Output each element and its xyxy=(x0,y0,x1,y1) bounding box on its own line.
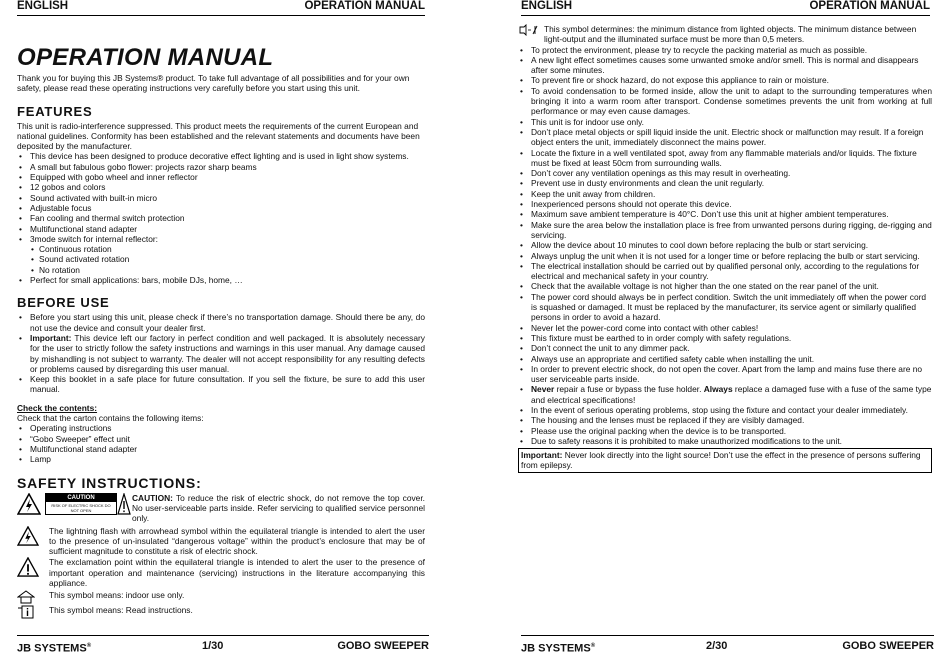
exclamation-row xyxy=(17,557,425,588)
list-item: • Make sure the area below the installation place is free from unwanted persons during rigging, de-rigging and servicing. xyxy=(531,220,932,241)
read-instructions-row xyxy=(17,605,425,619)
lightning-warning-icon xyxy=(17,493,41,517)
caution-bold: CAUTION: xyxy=(132,492,173,503)
list-item: • Don’t connect the unit to any dimmer pack. xyxy=(531,343,932,353)
features-list xyxy=(17,151,425,244)
footer-brand-text: JB SYSTEMS xyxy=(521,642,591,654)
list-item: • Multifunctional stand adapter xyxy=(30,224,425,234)
never-text: repair a fuse or bypass the fuse holder. xyxy=(554,384,704,395)
list-item: • “Gobo Sweeper” effect unit xyxy=(30,434,425,444)
list-item: • A new light effect sometimes causes some unwanted smoke and/or smell. This is normal and disappears after some minutes. xyxy=(531,55,932,76)
contents-heading: Check the contents: xyxy=(17,402,98,413)
page-footer xyxy=(17,635,429,654)
page-1-content xyxy=(17,44,425,620)
list-item: • Prevent use in dusty environments and clean the unit regularly. xyxy=(531,178,932,188)
document-title: OPERATION MANUAL xyxy=(17,44,274,71)
footer-brand: JB SYSTEMS® xyxy=(521,642,596,654)
exclamation-warning-icon xyxy=(117,493,131,517)
list-item: • Due to safety reasons it is prohibited to make unauthorized modifications to the unit. xyxy=(531,436,932,446)
list-item: • To avoid condensation to be formed inside, allow the unit to adapt to the surrounding temperatures when bringing it into a warm room after transport. Condense sometimes prevents the unit from working at full performance or may even cause damages. xyxy=(531,86,932,117)
header-language: ENGLISH xyxy=(521,0,573,12)
list-item: • Lamp xyxy=(30,454,425,464)
safety-list xyxy=(518,45,932,447)
list-item: • Operating instructions xyxy=(30,423,425,433)
list-item: • Please use the original packing when the device is to be transported. xyxy=(531,426,932,436)
list-item: • Don’t cover any ventilation openings as this may result in overheating. xyxy=(531,168,932,178)
list-item: • This device has been designed to produce decorative effect lighting and is used in light show systems. xyxy=(30,151,425,161)
list-item: • A small but fabulous gobo flower: projects razor sharp beams xyxy=(30,162,425,172)
book-info-icon xyxy=(17,605,35,621)
list-item: • Always use an appropriate and certified safety cable when installing the unit. xyxy=(531,354,932,364)
exclamation-warning-icon xyxy=(17,557,39,579)
list-item: • No rotation xyxy=(39,265,425,275)
important-label: Important: xyxy=(30,332,72,343)
list-item: • Keep this booklet in a safe place for future consultation. If you sell the fixture, be sure to add this user manual. xyxy=(30,374,425,395)
list-item: • Allow the device about 10 minutes to cool down before replacing the bulb or start servicing. xyxy=(531,240,932,250)
caution-label-text: RISK OF ELECTRIC SHOCK DO NOT OPEN xyxy=(51,502,111,513)
always-text: replace a damaged fuse with a fuse of the same type and electrical specifications! xyxy=(531,384,932,405)
lightning-text: The lightning flash with arrowhead symbol within the equilateral triangle is intended to alert the user to the presence of un-insulated “dangerous voltage” within the product’s enclosure that may be of sufficient magnitude to constitute a risk of electric shock. xyxy=(49,525,425,557)
list-item: • The electrical installation should be carried out by qualified personal only, according to the regulations for electrical and mechanical safety in your country. xyxy=(531,261,932,282)
list-item: • Maximum save ambient temperature is 40°C. Don’t use this unit at higher ambient temperatures. xyxy=(531,209,932,219)
list-item: • Adjustable focus xyxy=(30,203,425,213)
list-item: • 12 gobos and colors xyxy=(30,182,425,192)
list-item: • Equipped with gobo wheel and inner reflector xyxy=(30,172,425,182)
list-item: • To protect the environment, please try to recycle the packing material as much as possible. xyxy=(531,45,932,55)
list-item: • Don’t place metal objects or spill liquid inside the unit. Electric shock or malfunction may result. If a foreign object enters the unit, immediately disconnect the mains power. xyxy=(531,127,932,148)
mode-list xyxy=(17,244,425,275)
list-item: • Locate the fixture in a well ventilated spot, away from any flammable materials and/or liquids. The fixture must be fixed at least 50cm from surrounding walls. xyxy=(531,148,932,169)
header-language: ENGLISH xyxy=(17,0,69,12)
list-item xyxy=(30,333,425,374)
page-2-content xyxy=(518,24,932,473)
distance-symbol-row xyxy=(518,24,932,45)
never-label: Never xyxy=(531,384,555,395)
list-item: • In order to prevent electric shock, do not open the cover. Apart from the lamp and mains fuse there are no user serviceable parts inside. xyxy=(531,364,932,385)
header-title: OPERATION MANUAL xyxy=(809,0,930,12)
minimum-distance-icon xyxy=(518,24,542,39)
important-text: This device left our factory in perfect condition and well packaged. It is absolutely necessary for the user to strictly follow the safety instructions and warnings in this user manual. Any damage caused by mishandling is not subject to warranty. The dealer will not accept responsibility for any resulting defects or problems caused by disregarding this user manual. xyxy=(30,332,425,374)
list-item: • Perfect for small applications: bars, mobile DJs, home, … xyxy=(30,275,425,285)
important-notice xyxy=(518,448,932,473)
list-item: • This fixture must be earthed to in order comply with safety regulations. xyxy=(531,333,932,343)
list-item: • Keep the unit away from children. xyxy=(531,189,932,199)
indoor-row xyxy=(17,590,425,604)
contents-intro: Check that the carton contains the following items: xyxy=(17,413,204,424)
features-list-end xyxy=(17,275,425,285)
house-icon xyxy=(17,590,35,606)
page-header xyxy=(17,0,425,16)
page-2 xyxy=(505,0,950,654)
caution-label-title: CAUTION xyxy=(46,494,116,502)
page-1 xyxy=(0,0,445,654)
list-item: • Always unplug the unit when it is not used for a longer time or before replacing the bulb or start servicing. xyxy=(531,251,932,261)
page-number: 2/30 xyxy=(706,640,728,652)
important-text: Never look directly into the light source! Don’t use the effect in the presence of persons suffering from epilepsy. xyxy=(521,450,921,471)
list-item: • Before you start using this unit, please check if there’s no transportation damage. Should there be any, do not use the device and consult your dealer first. xyxy=(30,312,425,333)
intro-paragraph: Thank you for buying this JB Systems® product. To take full advantage of all possibilities and for your own safety, please read these operating instructions very carefully before you start using this unit. xyxy=(17,73,410,94)
list-item: • Sound activated with built-in micro xyxy=(30,193,425,203)
contents-list xyxy=(17,423,425,464)
footer-product: GOBO SWEEPER xyxy=(337,640,429,652)
safety-heading: SAFETY INSTRUCTIONS: xyxy=(17,474,202,491)
features-intro: This unit is radio-interference suppressed. This product meets the requirements of the current European and national guidelines. Conformity has been established and the relevant statements and documents have been deposited by the manufacturer. xyxy=(17,120,420,152)
exclamation-text: The exclamation point within the equilateral triangle is intended to alert the user to the presence of important operation and maintenance (servicing) instructions in the literature accompanying this appliance. xyxy=(49,557,425,588)
footer-brand-text: JB SYSTEMS xyxy=(17,642,87,654)
features-heading: FEATURES xyxy=(17,103,93,119)
list-item: • Check that the available voltage is not higher than the one stated on the rear panel of the unit. xyxy=(531,281,932,291)
indoor-text: This symbol means: indoor use only. xyxy=(49,590,185,601)
lightning-warning-icon xyxy=(17,526,39,548)
footer-brand: JB SYSTEMS® xyxy=(17,642,92,654)
page-header xyxy=(521,0,930,16)
lightning-row xyxy=(17,526,425,557)
list-item: • Sound activated rotation xyxy=(39,254,425,264)
list-item: • Multifunctional stand adapter xyxy=(30,444,425,454)
list-item: • To prevent fire or shock hazard, do not expose this appliance to rain or moisture. xyxy=(531,75,932,85)
list-item: • The power cord should always be in perfect condition. Switch the unit immediately off when the power cord is squashed or damaged. It must be replaced by the manufacturer, its service agent or similarly qualified persons in order to avoid a hazard. xyxy=(531,292,932,323)
read-text: This symbol means: Read instructions. xyxy=(49,605,193,616)
page-number: 1/30 xyxy=(202,640,224,652)
list-item: • This unit is for indoor use only. xyxy=(531,117,932,127)
list-item: • The housing and the lenses must be replaced if they are visibly damaged. xyxy=(531,415,932,425)
distance-text: This symbol determines: the minimum distance from lighted objects. The minimum distance between light-output and the illuminated surface must be more than 0,5 meters. xyxy=(544,24,917,45)
caution-label xyxy=(45,493,117,515)
list-item: • 3mode switch for internal reflector: xyxy=(30,234,425,244)
list-item: • Inexperienced persons should not operate this device. xyxy=(531,199,932,209)
caution-row xyxy=(17,493,425,525)
list-item: • Fan cooling and thermal switch protection xyxy=(30,213,425,223)
before-use-list xyxy=(17,312,425,394)
list-item: • Never let the power-cord come into contact with other cables! xyxy=(531,323,932,333)
important-label: Important: xyxy=(521,450,563,461)
always-label: Always xyxy=(703,384,733,395)
page-footer xyxy=(521,635,934,654)
list-item: • In the event of serious operating problems, stop using the fixture and contact your dealer immediately. xyxy=(531,405,932,415)
footer-product: GOBO SWEEPER xyxy=(842,640,934,652)
before-use-heading: BEFORE USE xyxy=(17,295,110,311)
header-title: OPERATION MANUAL xyxy=(304,0,425,12)
list-item xyxy=(531,384,932,405)
caution-text: To reduce the risk of electric shock, do not remove the top cover. No user-serviceable parts inside. Refer servicing to qualified service personnel only. xyxy=(132,492,425,524)
list-item: • Continuous rotation xyxy=(39,244,425,254)
